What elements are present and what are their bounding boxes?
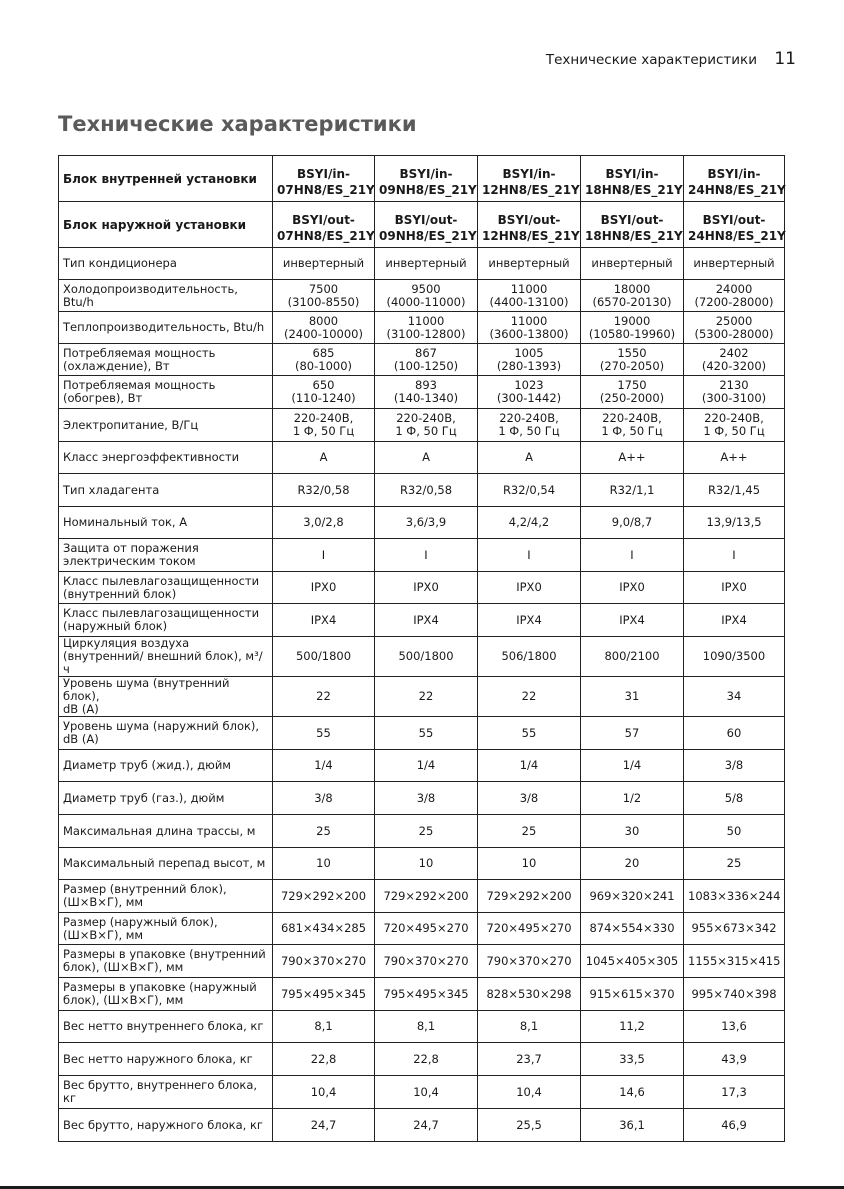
- table-row: [59, 409, 785, 442]
- cell-value: инвертерный: [684, 248, 785, 280]
- cell-value: 11000 (3600-13800): [478, 312, 581, 344]
- cell-value: 1550 (270-2050): [581, 344, 684, 376]
- cell-value: 1155×315×415: [684, 945, 785, 978]
- cell-value: IPX0: [684, 572, 785, 604]
- cell-value: 22,8: [375, 1043, 478, 1076]
- cell-value: 506/1800: [478, 637, 581, 677]
- cell-value: I: [375, 539, 478, 572]
- cell-value: 31: [581, 677, 684, 717]
- table-row: [59, 717, 785, 750]
- cell-value: I: [273, 539, 375, 572]
- cell-value: 867 (100-1250): [375, 344, 478, 376]
- cell-value: IPX0: [581, 572, 684, 604]
- cell-value: R32/0,58: [273, 474, 375, 507]
- cell-value: 55: [375, 717, 478, 750]
- cell-value: 220-240В, 1 Ф, 50 Гц: [478, 409, 581, 442]
- row-label: Размеры в упаковке (внутренний блок), (Ш×В×Г), мм: [59, 945, 273, 978]
- cell-value: BSYI/in- 24HN8/ES_21Y: [684, 156, 785, 202]
- cell-value: 7500 (3100-8550): [273, 280, 375, 312]
- table-row: [59, 156, 785, 202]
- cell-value: 30: [581, 815, 684, 848]
- cell-value: 220-240В, 1 Ф, 50 Гц: [581, 409, 684, 442]
- cell-value: IPX4: [273, 604, 375, 637]
- cell-value: инвертерный: [273, 248, 375, 280]
- table-row: [59, 507, 785, 539]
- table-row: [59, 376, 785, 409]
- row-label: Диаметр труб (жид.), дюйм: [59, 750, 273, 782]
- cell-value: BSYI/out- 07HN8/ES_21Y: [273, 202, 375, 248]
- cell-value: 2130 (300-3100): [684, 376, 785, 409]
- cell-value: 2402 (420-3200): [684, 344, 785, 376]
- cell-value: инвертерный: [478, 248, 581, 280]
- cell-value: I: [581, 539, 684, 572]
- cell-value: 24,7: [375, 1109, 478, 1142]
- cell-value: 220-240В, 1 Ф, 50 Гц: [273, 409, 375, 442]
- page-title: Технические характеристики: [58, 112, 417, 136]
- cell-value: 1/2: [581, 782, 684, 815]
- cell-value: 1083×336×244: [684, 880, 785, 913]
- cell-value: R32/1,45: [684, 474, 785, 507]
- cell-value: 8000 (2400-10000): [273, 312, 375, 344]
- cell-value: 11000 (3100-12800): [375, 312, 478, 344]
- cell-value: 10,4: [273, 1076, 375, 1109]
- cell-value: 1/4: [273, 750, 375, 782]
- cell-value: 3,0/2,8: [273, 507, 375, 539]
- cell-value: 729×292×200: [478, 880, 581, 913]
- row-label: Номинальный ток, А: [59, 507, 273, 539]
- cell-value: BSYI/out- 12HN8/ES_21Y: [478, 202, 581, 248]
- cell-value: 828×530×298: [478, 978, 581, 1011]
- cell-value: 25,5: [478, 1109, 581, 1142]
- cell-value: 3,6/3,9: [375, 507, 478, 539]
- cell-value: IPX4: [478, 604, 581, 637]
- spec-table-body: [59, 156, 785, 1142]
- cell-value: инвертерный: [581, 248, 684, 280]
- table-row: [59, 1076, 785, 1109]
- cell-value: 790×370×270: [375, 945, 478, 978]
- cell-value: 11000 (4400-13100): [478, 280, 581, 312]
- table-row: [59, 750, 785, 782]
- cell-value: 25: [478, 815, 581, 848]
- cell-value: 1/4: [581, 750, 684, 782]
- cell-value: IPX4: [581, 604, 684, 637]
- cell-value: 11,2: [581, 1011, 684, 1043]
- cell-value: 4,2/4,2: [478, 507, 581, 539]
- cell-value: A: [273, 442, 375, 474]
- cell-value: 43,9: [684, 1043, 785, 1076]
- cell-value: 685 (80-1000): [273, 344, 375, 376]
- cell-value: 18000 (6570-20130): [581, 280, 684, 312]
- cell-value: 500/1800: [375, 637, 478, 677]
- table-row: [59, 815, 785, 848]
- cell-value: 8,1: [375, 1011, 478, 1043]
- table-row: [59, 782, 785, 815]
- cell-value: 34: [684, 677, 785, 717]
- cell-value: 10: [375, 848, 478, 880]
- cell-value: 220-240В, 1 Ф, 50 Гц: [375, 409, 478, 442]
- table-row: [59, 1011, 785, 1043]
- row-label: Тип кондиционера: [59, 248, 273, 280]
- cell-value: BSYI/in- 18HN8/ES_21Y: [581, 156, 684, 202]
- row-label: Класс энергоэффективности: [59, 442, 273, 474]
- table-row: [59, 202, 785, 248]
- row-label: Блок внутренней установки: [59, 156, 273, 202]
- cell-value: 10: [273, 848, 375, 880]
- cell-value: 720×495×270: [478, 913, 581, 945]
- cell-value: инвертерный: [375, 248, 478, 280]
- row-label: Теплопроизводительность, Btu/h: [59, 312, 273, 344]
- row-label: Вес нетто внутреннего блока, кг: [59, 1011, 273, 1043]
- cell-value: I: [684, 539, 785, 572]
- cell-value: 36,1: [581, 1109, 684, 1142]
- cell-value: IPX0: [273, 572, 375, 604]
- cell-value: 720×495×270: [375, 913, 478, 945]
- cell-value: 729×292×200: [273, 880, 375, 913]
- table-row: [59, 312, 785, 344]
- cell-value: I: [478, 539, 581, 572]
- table-row: [59, 848, 785, 880]
- cell-value: 995×740×398: [684, 978, 785, 1011]
- cell-value: 790×370×270: [478, 945, 581, 978]
- cell-value: 8,1: [273, 1011, 375, 1043]
- row-label: Защита от поражения электрическим током: [59, 539, 273, 572]
- row-label: Вес брутто, наружного блока, кг: [59, 1109, 273, 1142]
- cell-value: 1090/3500: [684, 637, 785, 677]
- cell-value: 33,5: [581, 1043, 684, 1076]
- cell-value: 23,7: [478, 1043, 581, 1076]
- table-row: [59, 913, 785, 945]
- cell-value: 25: [375, 815, 478, 848]
- cell-value: 24000 (7200-28000): [684, 280, 785, 312]
- cell-value: 19000 (10580-19960): [581, 312, 684, 344]
- cell-value: BSYI/in- 12HN8/ES_21Y: [478, 156, 581, 202]
- cell-value: 1/4: [478, 750, 581, 782]
- cell-value: 955×673×342: [684, 913, 785, 945]
- table-row: [59, 442, 785, 474]
- cell-value: 22,8: [273, 1043, 375, 1076]
- cell-value: 10: [478, 848, 581, 880]
- row-label: Блок наружной установки: [59, 202, 273, 248]
- cell-value: 25000 (5300-28000): [684, 312, 785, 344]
- cell-value: 8,1: [478, 1011, 581, 1043]
- spec-table: [58, 155, 785, 1142]
- cell-value: 3/8: [478, 782, 581, 815]
- cell-value: 500/1800: [273, 637, 375, 677]
- row-label: Потребляемая мощность (охлаждение), Вт: [59, 344, 273, 376]
- cell-value: IPX0: [478, 572, 581, 604]
- cell-value: IPX4: [375, 604, 478, 637]
- cell-value: 60: [684, 717, 785, 750]
- cell-value: 729×292×200: [375, 880, 478, 913]
- cell-value: 3/8: [273, 782, 375, 815]
- table-row: [59, 539, 785, 572]
- table-row: [59, 880, 785, 913]
- cell-value: 790×370×270: [273, 945, 375, 978]
- cell-value: A: [478, 442, 581, 474]
- table-row: [59, 945, 785, 978]
- row-label: Класс пылевлагозащищенности (наружный блок): [59, 604, 273, 637]
- row-label: Электропитание, В/Гц: [59, 409, 273, 442]
- cell-value: BSYI/out- 24HN8/ES_21Y: [684, 202, 785, 248]
- table-row: [59, 248, 785, 280]
- cell-value: BSYI/in- 09NH8/ES_21Y: [375, 156, 478, 202]
- cell-value: 650 (110-1240): [273, 376, 375, 409]
- cell-value: 915×615×370: [581, 978, 684, 1011]
- cell-value: A++: [581, 442, 684, 474]
- row-label: Максимальная длина трассы, м: [59, 815, 273, 848]
- cell-value: 22: [478, 677, 581, 717]
- cell-value: IPX4: [684, 604, 785, 637]
- cell-value: 13,9/13,5: [684, 507, 785, 539]
- table-row: [59, 1043, 785, 1076]
- cell-value: 22: [273, 677, 375, 717]
- table-row: [59, 572, 785, 604]
- cell-value: 1/4: [375, 750, 478, 782]
- cell-value: 1023 (300-1442): [478, 376, 581, 409]
- cell-value: IPX0: [375, 572, 478, 604]
- table-row: [59, 1109, 785, 1142]
- cell-value: 3/8: [375, 782, 478, 815]
- cell-value: BSYI/in- 07HN8/ES_21Y: [273, 156, 375, 202]
- table-row: [59, 280, 785, 312]
- cell-value: 795×495×345: [273, 978, 375, 1011]
- running-title: Технические характеристики: [545, 52, 757, 68]
- cell-value: 24,7: [273, 1109, 375, 1142]
- table-row: [59, 677, 785, 717]
- cell-value: 9,0/8,7: [581, 507, 684, 539]
- cell-value: R32/0,54: [478, 474, 581, 507]
- cell-value: A++: [684, 442, 785, 474]
- table-row: [59, 637, 785, 677]
- cell-value: 20: [581, 848, 684, 880]
- row-label: Уровень шума (наружний блок), dB (A): [59, 717, 273, 750]
- cell-value: 1045×405×305: [581, 945, 684, 978]
- cell-value: 969×320×241: [581, 880, 684, 913]
- cell-value: 17,3: [684, 1076, 785, 1109]
- cell-value: 681×434×285: [273, 913, 375, 945]
- row-label: Размер (наружный блок), (Ш×В×Г), мм: [59, 913, 273, 945]
- cell-value: BSYI/out- 09NH8/ES_21Y: [375, 202, 478, 248]
- row-label: Холодопроизводительность, Btu/h: [59, 280, 273, 312]
- cell-value: 22: [375, 677, 478, 717]
- cell-value: R32/0,58: [375, 474, 478, 507]
- cell-value: 57: [581, 717, 684, 750]
- cell-value: 893 (140-1340): [375, 376, 478, 409]
- cell-value: 46,9: [684, 1109, 785, 1142]
- cell-value: 874×554×330: [581, 913, 684, 945]
- cell-value: 3/8: [684, 750, 785, 782]
- row-label: Диаметр труб (газ.), дюйм: [59, 782, 273, 815]
- cell-value: 1750 (250-2000): [581, 376, 684, 409]
- cell-value: 10,4: [375, 1076, 478, 1109]
- cell-value: 55: [273, 717, 375, 750]
- cell-value: 14,6: [581, 1076, 684, 1109]
- table-row: [59, 344, 785, 376]
- row-label: Вес нетто наружного блока, кг: [59, 1043, 273, 1076]
- cell-value: 795×495×345: [375, 978, 478, 1011]
- cell-value: 13,6: [684, 1011, 785, 1043]
- row-label: Класс пылевлагозащищенности (внутренний блок): [59, 572, 273, 604]
- cell-value: BSYI/out- 18HN8/ES_21Y: [581, 202, 684, 248]
- row-label: Вес брутто, внутреннего блока, кг: [59, 1076, 273, 1109]
- cell-value: 800/2100: [581, 637, 684, 677]
- row-label: Потребляемая мощность (обогрев), Вт: [59, 376, 273, 409]
- cell-value: R32/1,1: [581, 474, 684, 507]
- cell-value: A: [375, 442, 478, 474]
- cell-value: 55: [478, 717, 581, 750]
- cell-value: 220-240В, 1 Ф, 50 Гц: [684, 409, 785, 442]
- cell-value: 1005 (280-1393): [478, 344, 581, 376]
- cell-value: 10,4: [478, 1076, 581, 1109]
- row-label: Максимальный перепад высот, м: [59, 848, 273, 880]
- table-row: [59, 604, 785, 637]
- row-label: Размер (внутренний блок), (Ш×В×Г), мм: [59, 880, 273, 913]
- cell-value: 50: [684, 815, 785, 848]
- row-label: Размеры в упаковке (наружный блок), (Ш×В×Г), мм: [59, 978, 273, 1011]
- row-label: Уровень шума (внутренний блок), dB (A): [59, 677, 273, 717]
- row-label: Тип хладагента: [59, 474, 273, 507]
- table-row: [59, 978, 785, 1011]
- cell-value: 25: [684, 848, 785, 880]
- row-label: Циркуляция воздуха (внутренний/ внешний блок), м³/ч: [59, 637, 273, 677]
- page-number: 11: [774, 49, 796, 69]
- cell-value: 9500 (4000-11000): [375, 280, 478, 312]
- cell-value: 25: [273, 815, 375, 848]
- table-row: [59, 474, 785, 507]
- cell-value: 5/8: [684, 782, 785, 815]
